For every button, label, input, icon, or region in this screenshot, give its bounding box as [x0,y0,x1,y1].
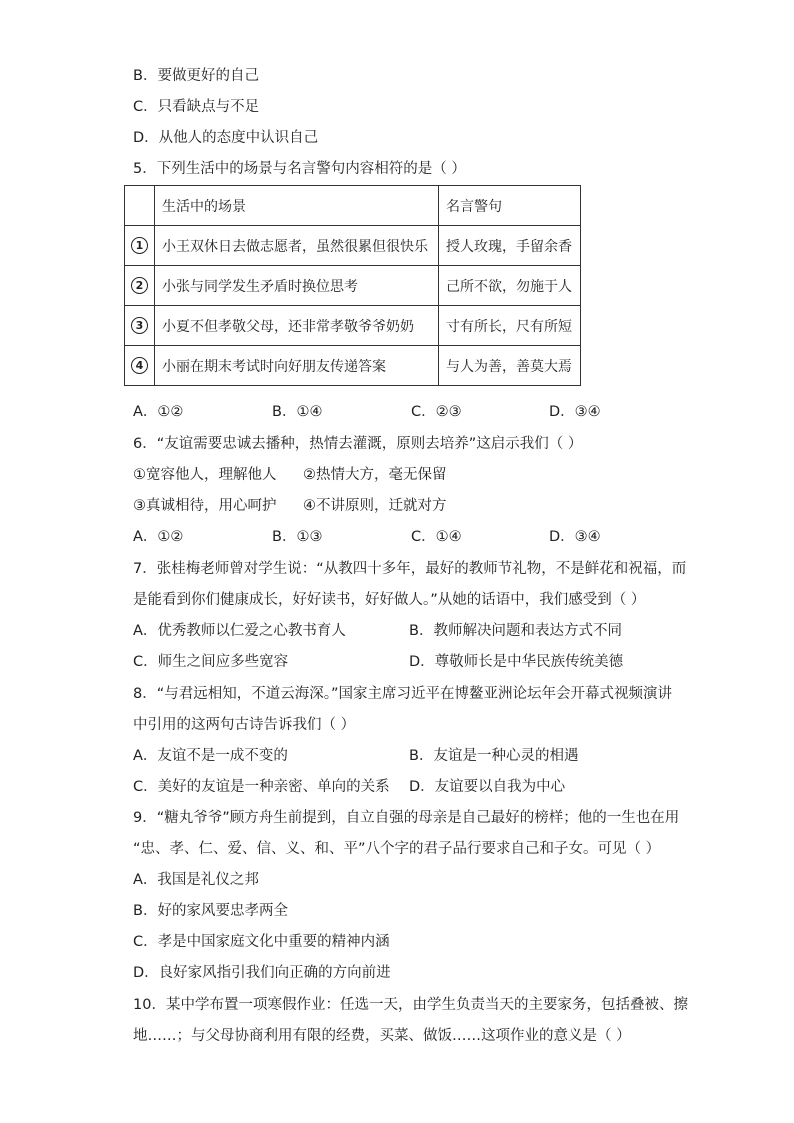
q8-stem-line-2: 中引用的这两句古诗告诉我们（ ） [133,717,356,733]
table-header-row [125,186,581,226]
q10-stem-line-1: 10．某中学布置一项寒假作业：任选一天，由学生负责当天的主要家务，包括叠被、擦 [133,997,688,1013]
q6-item-1: ①宽容他人，理解他人 [133,467,277,483]
row-number-cell [125,266,155,306]
table-row [125,266,581,306]
q7-option-d: D．尊敬师长是中华民族传统美德 [409,654,624,670]
quote-cell: 授人玫瑰，手留余香 [439,226,581,266]
quote-cell: 与人为善，善莫大焉 [439,346,581,386]
circled-number: 3 [131,317,148,334]
q9-option-a: A．我国是礼仪之邦 [133,872,259,888]
table-row [125,346,581,386]
scene-cell: 小夏不但孝敬父母，还非常孝敬爷爷奶奶 [155,306,439,346]
scene-cell: 小王双休日去做志愿者，虽然很累但很快乐 [155,226,439,266]
q5-option-b: B．①④ [272,404,323,420]
q8-option-d: D．友谊要以自我为中心 [409,779,566,795]
q6-stem: 6．“友谊需要忠诚去播种，热情去灌溉，原则去培养”这启示我们（ ） [133,436,583,452]
q6-item-3: ③真诚相待，用心呵护 [133,498,277,514]
q6-item-2: ②热情大方，毫无保留 [303,467,447,483]
table-header-quote: 名言警句 [439,186,581,226]
table-header-scene: 生活中的场景 [155,186,439,226]
q6-item-4: ④不讲原则，迁就对方 [303,498,447,514]
q6-option-a: A．①② [133,529,184,545]
table-row [125,306,581,346]
q7-option-a: A．优秀教师以仁爱之心教书育人 [133,623,346,639]
scene-cell: 小丽在期末考试时向好朋友传递答案 [155,346,439,386]
table-row [125,226,581,266]
q4-option-b: B．要做更好的自己 [133,68,259,84]
q5-stem: 5．下列生活中的场景与名言警句内容相符的是（ ） [133,161,466,177]
q9-option-d: D．良好家风指引我们向正确的方向前进 [133,965,391,981]
q8-option-a: A．友谊不是一成不变的 [133,748,288,764]
q4-option-c: C．只看缺点与不足 [133,99,260,115]
q8-stem-line-1: 8．“与君远相知，不道云海深。”国家主席习近平在博鳌亚洲论坛年会开幕式视频演讲 [133,686,672,702]
quote-cell: 己所不欲，勿施于人 [439,266,581,306]
row-number-cell [125,346,155,386]
q5-table [124,185,581,386]
q8-option-b: B．友谊是一种心灵的相遇 [409,748,579,764]
q7-stem-line-2: 是能看到你们健康成长，好好读书，好好做人。”从她的话语中，我们感受到（ ） [133,592,646,608]
q9-stem-line-1: 9．“糖丸爷爷”顾方舟生前提到，自立自强的母亲是自己最好的榜样；他的一生也在用 [133,810,680,826]
circled-number: 2 [131,277,148,294]
q5-option-d: D．③④ [549,404,601,420]
q7-option-c: C．师生之间应多些宽容 [133,654,289,670]
q5-option-a: A．①② [133,404,184,420]
q6-option-b: B．①③ [272,529,323,545]
table-cell [125,186,155,226]
q7-stem-line-1: 7．张桂梅老师曾对学生说：“从教四十多年，最好的教师节礼物，不是鲜花和祝福，而 [133,561,687,577]
q4-option-d: D．从他人的态度中认识自己 [133,130,319,146]
q7-option-b: B．教师解决问题和表达方式不同 [409,623,622,639]
quote-cell: 寸有所长，尺有所短 [439,306,581,346]
row-number-cell [125,306,155,346]
q6-option-d: D．③④ [549,529,601,545]
q8-option-c: C．美好的友谊是一种亲密、单向的关系 [133,779,390,795]
q9-option-b: B．好的家风要忠孝两全 [133,903,288,919]
circled-number: 1 [131,237,148,254]
q5-option-c: C．②③ [411,404,462,420]
circled-number: 4 [131,357,148,374]
row-number-cell [125,226,155,266]
q6-option-c: C．①④ [411,529,462,545]
q9-stem-line-2: “忠、孝、仁、爱、信、义、和、平”八个字的君子品行要求自己和子女。可见（ ） [133,841,661,857]
scene-cell: 小张与同学发生矛盾时换位思考 [155,266,439,306]
q10-stem-line-2: 地……；与父母协商利用有限的经费，买菜、做饭……这项作业的意义是（ ） [133,1028,631,1044]
q9-option-c: C．孝是中国家庭文化中重要的精神内涵 [133,934,390,950]
